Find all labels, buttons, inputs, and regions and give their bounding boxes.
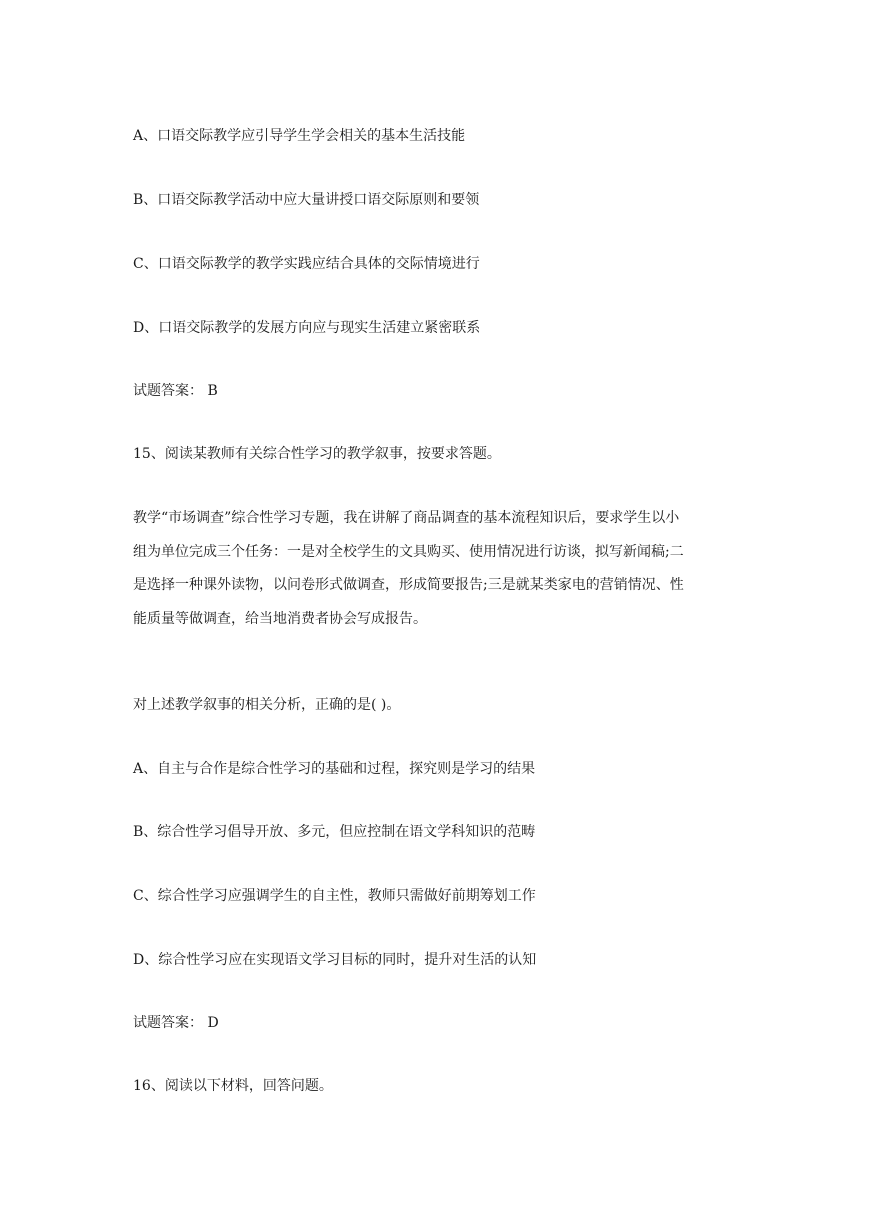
q15-answer: 试题答案： D (133, 1015, 219, 1031)
q14-answer: 试题答案： B (133, 383, 218, 399)
q15-passage-line: 教学“市场调查”综合性学习专题，我在讲解了商品调查的基本流程知识后，要求学生以小 (133, 510, 680, 526)
q15-option-b: B、综合性学习倡导开放、多元，但应控制在语文学科知识的范畴 (133, 824, 536, 840)
q14-option-a: A、口语交际教学应引导学生学会相关的基本生活技能 (133, 128, 466, 144)
q15-prompt: 对上述教学叙事的相关分析，正确的是( )。 (133, 697, 401, 713)
q15-passage-line: 组为单位完成三个任务：一是对全校学生的文具购买、使用情况进行访谈，拟写新闻稿;二 (133, 543, 684, 560)
q16-question: 16、阅读以下材料，回答问题。 (133, 1078, 333, 1094)
q15-option-c: C、综合性学习应强调学生的自主性，教师只需做好前期筹划工作 (133, 888, 536, 904)
q15-option-a: A、自主与合作是综合性学习的基础和过程，探究则是学习的结果 (133, 761, 536, 777)
q15-passage (133, 502, 745, 636)
q15-passage-line: 是选择一种课外读物，以问卷形式做调查，形成简要报告;三是就某类家电的营销情况、性 (133, 577, 684, 593)
q15-option-d: D、综合性学习应在实现语文学习目标的同时，提升对生活的认知 (133, 952, 537, 968)
q14-option-b: B、口语交际教学活动中应大量讲授口语交际原则和要领 (133, 192, 480, 208)
q15-passage-line: 能质量等做调查，给当地消费者协会写成报告。 (133, 610, 427, 627)
q14-option-d: D、口语交际教学的发展方向应与现实生活建立紧密联系 (133, 320, 481, 336)
q14-option-c: C、口语交际教学的教学实践应结合具体的交际情境进行 (133, 256, 480, 272)
q15-question: 15、阅读某教师有关综合性学习的教学叙事，按要求答题。 (133, 446, 501, 462)
